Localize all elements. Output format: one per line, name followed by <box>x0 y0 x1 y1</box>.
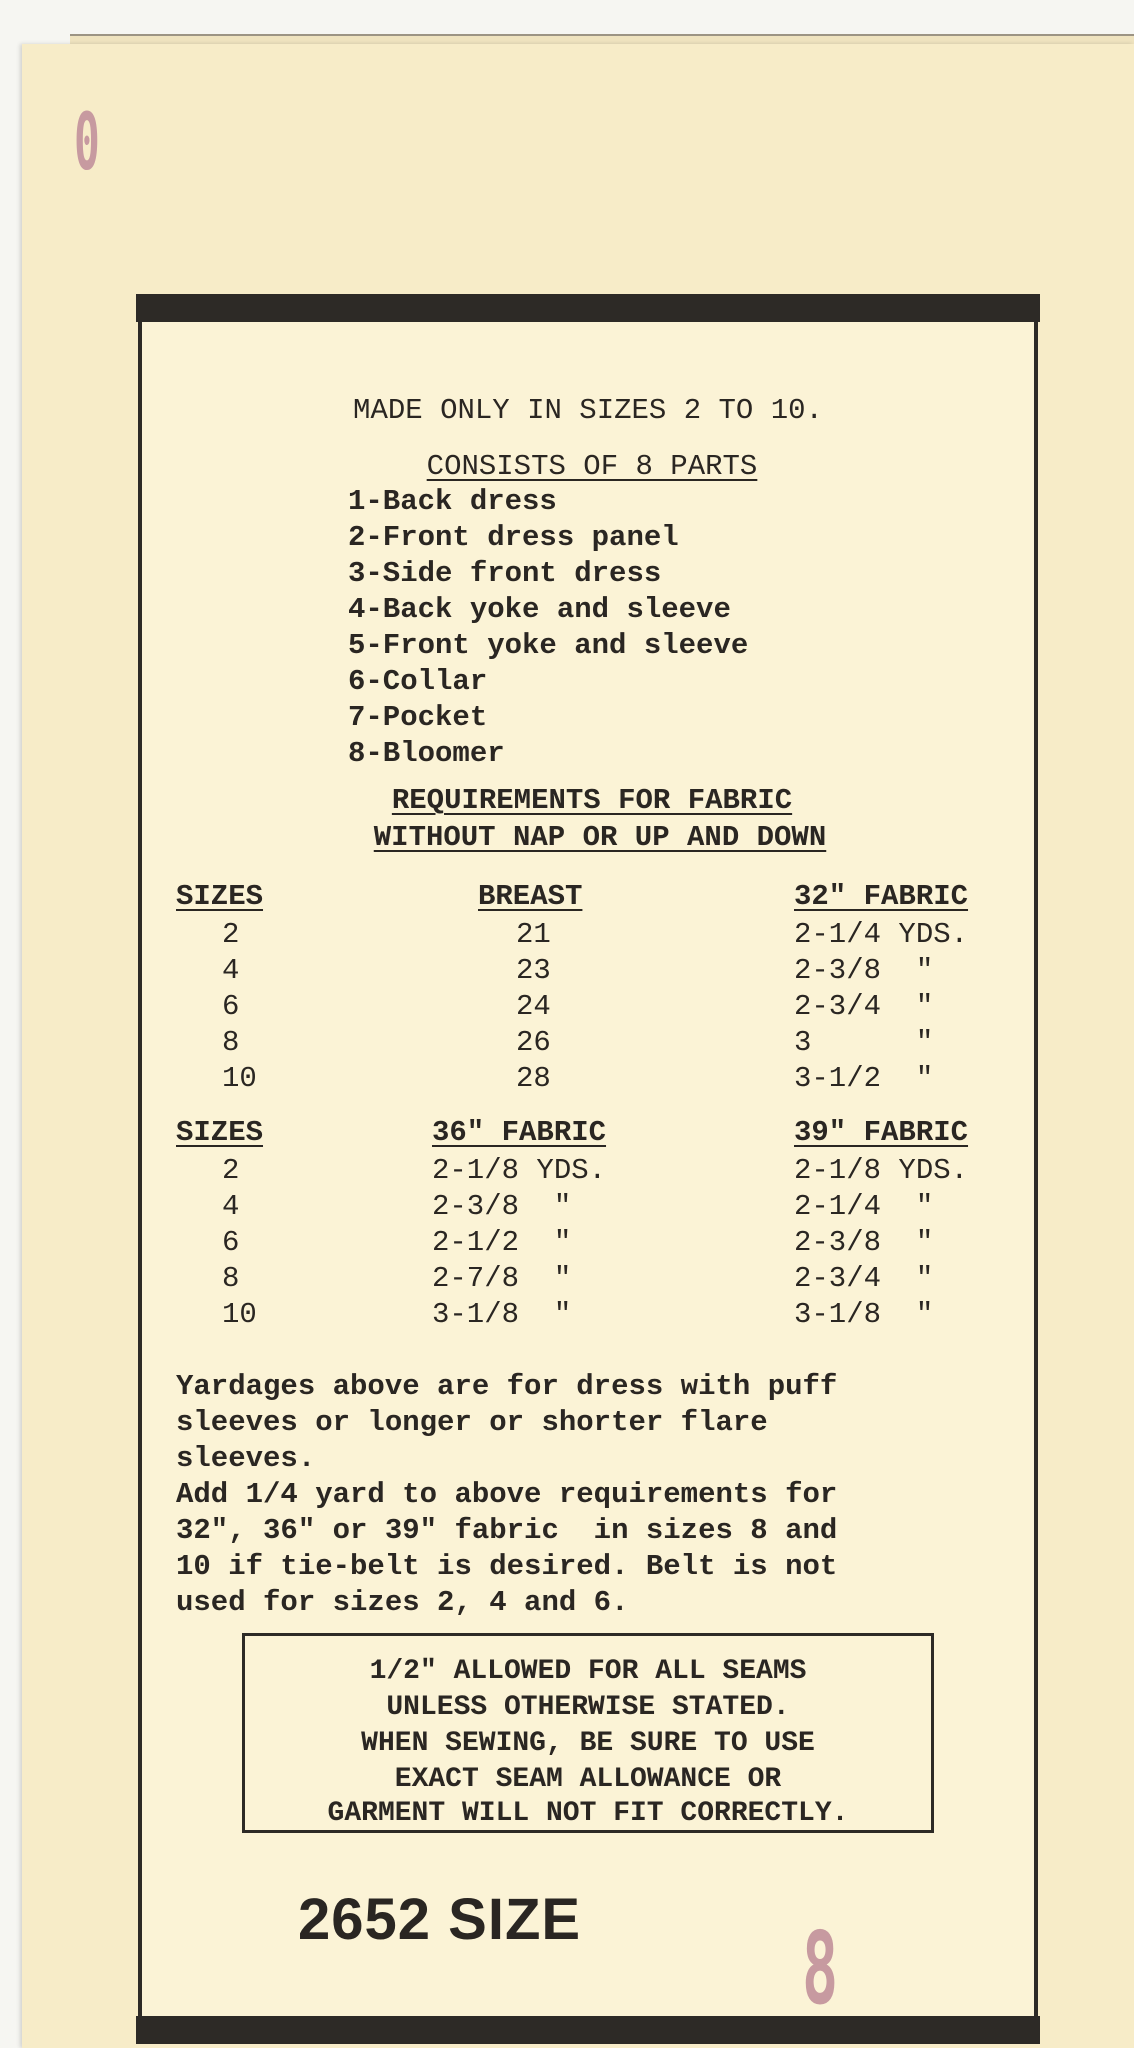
list-item: 7-Pocket <box>348 701 488 734</box>
note-line: sleeves. <box>176 1442 316 1475</box>
table-cell: 2-3/8 " <box>794 1226 934 1259</box>
table-cell: 3-1/2 " <box>794 1062 934 1095</box>
table-header: SIZES <box>176 1116 264 1149</box>
table-header: 39" FABRIC <box>794 1116 969 1149</box>
list-item: 3-Side front dress <box>348 557 662 590</box>
table-cell: 2-3/8 " <box>794 954 934 987</box>
note-line: used for sizes 2, 4 and 6. <box>176 1586 629 1619</box>
table-cell: 2-3/4 " <box>794 990 934 1023</box>
table-cell: 2-1/4 YDS. <box>794 918 969 951</box>
note-line: 10 if tie-belt is desired. Belt is not <box>176 1550 838 1583</box>
table-cell: 4 <box>222 1190 240 1223</box>
stamp-number-bottom: 8 <box>802 1910 839 2027</box>
table-cell: 3-1/8 " <box>432 1298 572 1331</box>
table-cell: 3 " <box>794 1026 934 1059</box>
table-cell: 2-1/4 " <box>794 1190 934 1223</box>
list-item: 2-Front dress panel <box>348 521 679 554</box>
table-cell: 8 <box>222 1262 240 1295</box>
table-cell: 2-3/4 " <box>794 1262 934 1295</box>
table-cell: 2-1/8 YDS. <box>794 1154 969 1187</box>
table-cell: 2 <box>222 918 240 951</box>
seam-note-line: UNLESS OTHERWISE STATED. <box>386 1692 790 1723</box>
table-cell: 2-7/8 " <box>432 1262 572 1295</box>
bottom-rule <box>136 2016 1040 2044</box>
list-item: 4-Back yoke and sleeve <box>348 593 731 626</box>
note-line: sleeves or longer or shorter flare <box>176 1406 768 1439</box>
table-cell: 24 <box>516 990 551 1023</box>
table-cell: 8 <box>222 1026 240 1059</box>
table-header: BREAST <box>478 880 583 913</box>
table-header: 32" FABRIC <box>794 880 969 913</box>
seam-note-line: WHEN SEWING, BE SURE TO USE <box>361 1728 815 1759</box>
list-item: 6-Collar <box>348 665 488 698</box>
list-item: 5-Front yoke and sleeve <box>348 629 749 662</box>
table-cell: 3-1/8 " <box>794 1298 934 1331</box>
table-cell: 10 <box>222 1298 257 1331</box>
table-cell: 21 <box>516 918 551 951</box>
table-cell: 6 <box>222 1226 240 1259</box>
note-line: Add 1/4 yard to above requirements for <box>176 1478 838 1511</box>
table-cell: 28 <box>516 1062 551 1095</box>
note-line: Yardages above are for dress with puff <box>176 1370 838 1403</box>
header-line: MADE ONLY IN SIZES 2 TO 10. <box>353 394 823 427</box>
pattern-number-size: 2652 SIZE <box>298 1887 582 1952</box>
table-cell: 2-1/8 YDS. <box>432 1154 607 1187</box>
table-header: 36" FABRIC <box>432 1116 607 1149</box>
table-cell: 2-1/2 " <box>432 1226 572 1259</box>
table-cell: 23 <box>516 954 551 987</box>
table-cell: 6 <box>222 990 240 1023</box>
table-cell: 26 <box>516 1026 551 1059</box>
seam-allowance-box <box>242 1633 934 1833</box>
requirements-title-1: REQUIREMENTS FOR FABRIC <box>391 784 793 817</box>
table-cell: 2 <box>222 1154 240 1187</box>
note-line: 32", 36" or 39" fabric in sizes 8 and <box>176 1514 838 1547</box>
requirements-title-2: WITHOUT NAP OR UP AND DOWN <box>373 821 827 854</box>
seam-note-line: EXACT SEAM ALLOWANCE OR <box>394 1764 782 1795</box>
table-cell: 10 <box>222 1062 257 1095</box>
seam-note-line: GARMENT WILL NOT FIT CORRECTLY. <box>327 1798 849 1829</box>
top-rule <box>136 294 1040 322</box>
list-item: 1-Back dress <box>348 485 557 518</box>
table-cell: 2-3/8 " <box>432 1190 572 1223</box>
seam-note-line: 1/2" ALLOWED FOR ALL SEAMS <box>369 1656 807 1687</box>
stamp-number-top: 0 <box>74 98 100 188</box>
parts-title: CONSISTS OF 8 PARTS <box>426 450 758 483</box>
table-cell: 4 <box>222 954 240 987</box>
table-header: SIZES <box>176 880 264 913</box>
list-item: 8-Bloomer <box>348 737 505 770</box>
